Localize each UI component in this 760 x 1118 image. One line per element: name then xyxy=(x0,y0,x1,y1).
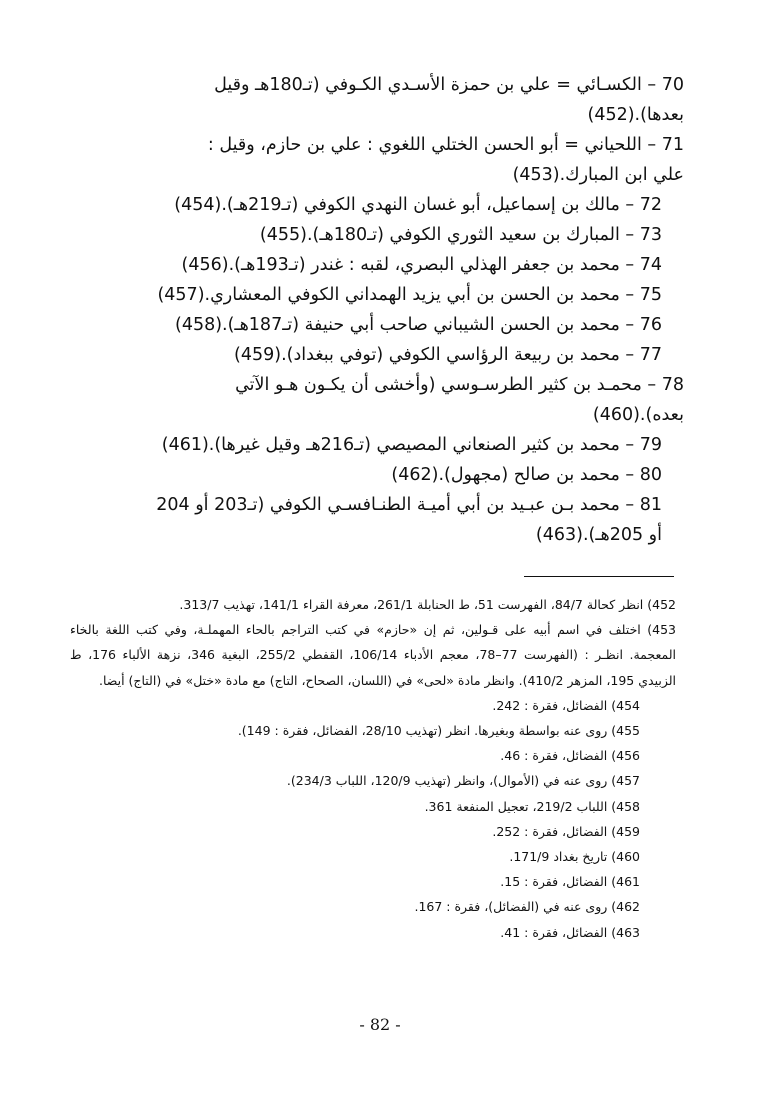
footnote-461: 461) الفضائل، فقرة : 15. xyxy=(500,874,640,890)
footnote-460: 460) تاريخ بغداد 171/9. xyxy=(509,849,640,865)
entry-72: 72 – مالك بن إسماعيل، أبو غسان النهدي الكوفي (تـ219هـ).(454) xyxy=(174,195,662,215)
entries-list xyxy=(56,70,684,550)
entry-continuation: أو 205هـ).(463) xyxy=(535,525,662,545)
footnote-457: 457) روى عنه في (الأموال)، وانظر (تهذيب 120/9، اللباب 234/3). xyxy=(286,773,640,789)
entry-continuation: علي ابن المبارك.(453) xyxy=(512,165,684,185)
footnote-453: 453) اختلف في اسم أبيه على قـولين، ثم إن «حازم» في كتب التراجم بالحاء المهملـة، وفي كتب اللغة بالخاء المعجمة. انظـر : (الفهرست 77–78، معجم الأدباء 106/14، القفطي 255/2، البغية 346، نزهة الألباء 176، ط الزبيدي 195، المزهر 410/2). وانظر مادة «لحى» في (اللسان، الصحاح، التاج) مع مادة «ختل» في (التاج) أيضا. xyxy=(70,622,676,688)
entry-77: 77 – محمد بن ربيعة الرؤاسي الكوفي (توفي ببغداد).(459) xyxy=(234,345,662,365)
footnote-456: 456) الفضائل، فقرة : 46. xyxy=(500,748,640,764)
footnote-463: 463) الفضائل، فقرة : 41. xyxy=(500,924,640,940)
footnote-separator xyxy=(524,576,674,577)
entry-80: 80 – محمد بن صالح (مجهول).(462) xyxy=(391,465,662,485)
entry-75: 75 – محمد بن الحسن بن أبي يزيد الهمداني الكوفي المعشاري.(457) xyxy=(157,285,662,305)
footnotes-list xyxy=(70,592,676,945)
footnote-455: 455) روى عنه بواسطة وبغيرها. انظر (تهذيب 28/10، الفضائل، فقرة : 149). xyxy=(237,723,640,739)
footnote-462: 462) روى عنه في (الفضائل)، فقرة : 167. xyxy=(414,899,640,915)
entry-text: 70 – الكسـائي = علي بن حمزة الأسـدي الكـوفي (تـ180هـ وقيل xyxy=(214,75,684,95)
page-number: - 82 - xyxy=(359,1015,401,1034)
entry-81 xyxy=(56,490,684,550)
entry-continuation: بعده).(460) xyxy=(592,405,684,425)
entry-79: 79 – محمد بن كثير الصنعاني المصيصي (تـ216هـ وقيل غيرها).(461) xyxy=(161,435,662,455)
footnote-454: 454) الفضائل، فقرة : 242. xyxy=(492,697,640,713)
footnote-452: 452) انظر كحالة 84/7، الفهرست 51، ط الحنابلة 261/1، معرفة القراء 141/1، تهذيب 313/7. xyxy=(179,597,676,612)
entry-78 xyxy=(56,370,684,430)
entry-73: 73 – المبارك بن سعيد الثوري الكوفي (تـ180هـ).(455) xyxy=(259,225,662,245)
entry-74: 74 – محمد بن جعفر الهذلي البصري، لقبه : غندر (تـ193هـ).(456) xyxy=(181,255,662,275)
entry-text: 71 – اللحياني = أبو الحسن الختلي اللغوي : علي بن حازم، وقيل : xyxy=(207,135,684,155)
footnote-458: 458) اللباب 219/2، تعجيل المنفعة 361. xyxy=(424,798,640,814)
entry-70 xyxy=(56,70,684,130)
entry-continuation: بعدها).(452) xyxy=(587,105,684,125)
entry-text: 81 – محمد بـن عبـيد بن أبي أميـة الطنـافسـي الكوفي (تـ203 أو 204 xyxy=(156,495,662,515)
entry-71 xyxy=(56,130,684,190)
entry-76: 76 – محمد بن الحسن الشيباني صاحب أبي حنيفة (تـ187هـ).(458) xyxy=(174,315,662,335)
footnote-459: 459) الفضائل، فقرة : 252. xyxy=(492,823,640,839)
entry-text: 78 – محمـد بن كثير الطرسـوسي (وأخشى أن يكـون هـو الآتي xyxy=(235,375,684,395)
